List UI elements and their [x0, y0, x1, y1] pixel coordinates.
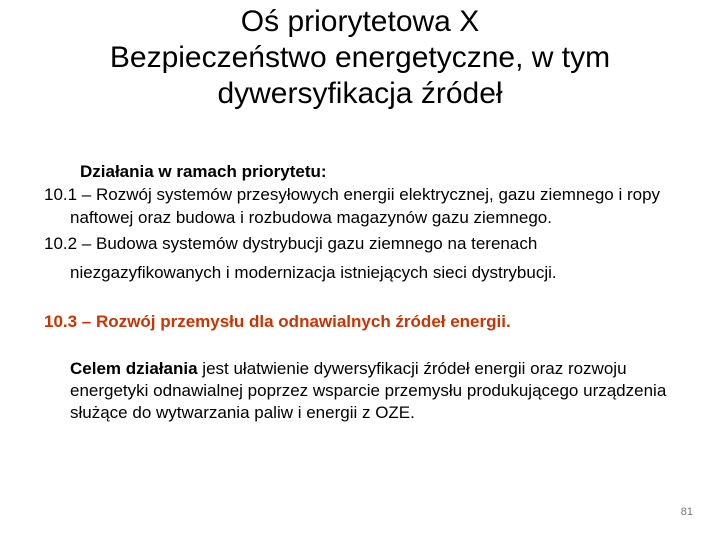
action-item-10-3-highlighted: 10.3 – Rozwój przemysłu dla odnawialnych źródeł energii.	[44, 312, 511, 331]
action-item-10-1: 10.1 – Rozwój systemów przesyłowych energii elektrycznej, gazu ziemnego i ropy naftowej oraz budowa i rozbudowa magazynów gazu ziemnego.	[44, 185, 661, 227]
slide-title	[20, 4, 700, 112]
action-description	[70, 358, 680, 424]
title-line-3: dywersyfikacja źródeł	[217, 77, 503, 110]
slide-content	[44, 160, 684, 424]
title-line-2: Bezpieczeństwo energetyczne, w tym	[109, 41, 611, 74]
description-bold-lead: Celem działania	[70, 359, 198, 378]
description-text: jest ułatwienie dywersyfikacji źródeł energii oraz rozwoju energetyki odnawialnej poprzez wsparcie przemysłu produkującego urządzenia służące do wytwarzania paliw i energii z OZE.	[70, 359, 667, 422]
actions-intro: Działania w ramach priorytetu:	[80, 162, 327, 181]
title-line-1: Oś priorytetowa X	[240, 5, 480, 38]
action-item-10-2: 10.2 – Budowa systemów dystrybucji gazu ziemnego na terenach niezgazyfikowanych i modernizacja istniejących sieci dystrybucji.	[44, 234, 557, 282]
page-number: 81	[680, 506, 693, 518]
